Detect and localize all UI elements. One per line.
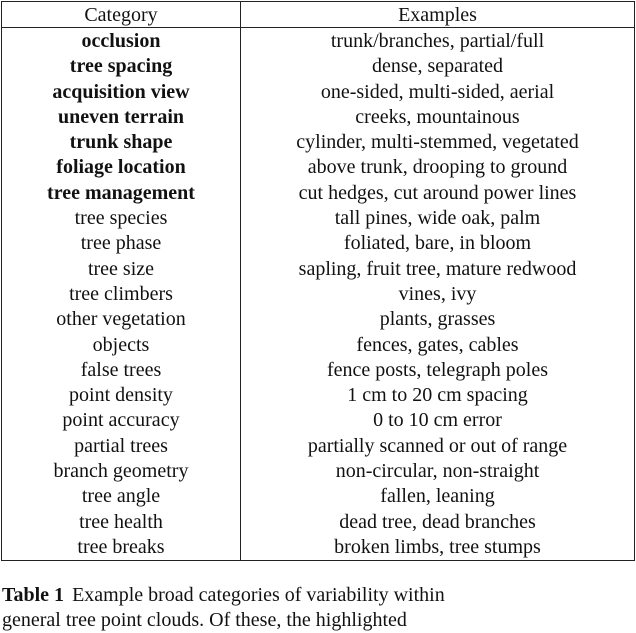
table-row: [2, 54, 635, 79]
caption-line-1: Example broad categories of variability within: [72, 584, 445, 606]
category-cell: tree size: [2, 256, 241, 281]
table-row: [2, 205, 635, 230]
category-cell: tree phase: [2, 231, 241, 256]
category-cell: uneven terrain: [2, 104, 241, 129]
category-cell: occlusion: [2, 28, 241, 54]
table-row: [2, 433, 635, 458]
table-row: [2, 534, 635, 560]
table-row: [2, 382, 635, 407]
category-cell: tree angle: [2, 484, 241, 509]
caption-label: Table 1: [2, 584, 65, 606]
table-caption: [2, 583, 634, 633]
examples-cell: dense, separated: [371, 55, 504, 78]
examples-cell: foliated, bare, in bloom: [343, 232, 532, 255]
category-cell: objects: [2, 332, 241, 357]
examples-cell: 1 cm to 20 cm spacing: [347, 384, 528, 407]
caption-line-2: general tree point clouds. Of these, the highlighted: [2, 609, 407, 631]
table-row: [2, 484, 635, 509]
table-row: [2, 155, 635, 180]
table-row: [2, 104, 635, 129]
category-cell: tree climbers: [2, 281, 241, 306]
table-row: [2, 79, 635, 104]
category-cell: foliage location: [2, 155, 241, 180]
examples-cell: dead tree, dead branches: [339, 510, 536, 533]
table-row: [2, 307, 635, 332]
examples-cell: vines, ivy: [398, 282, 477, 305]
category-cell: tree species: [2, 205, 241, 230]
category-cell: tree breaks: [2, 534, 241, 560]
table-row: [2, 281, 635, 306]
category-cell: other vegetation: [2, 307, 241, 332]
category-cell: branch geometry: [2, 458, 241, 483]
category-cell: tree spacing: [2, 54, 241, 79]
examples-cell: trunk/branches, partial/full: [330, 29, 545, 52]
table-row: [2, 180, 635, 205]
examples-cell: creeks, mountainous: [355, 105, 520, 128]
header-category: Category: [2, 2, 241, 28]
examples-cell: fence posts, telegraph poles: [326, 358, 549, 381]
table-row: [2, 256, 635, 281]
category-cell: acquisition view: [2, 79, 241, 104]
variability-table: [1, 1, 635, 561]
examples-cell: plants, grasses: [379, 308, 496, 331]
examples-cell: fallen, leaning: [380, 485, 495, 508]
category-cell: point density: [2, 382, 241, 407]
table-row: [2, 129, 635, 154]
category-cell: trunk shape: [2, 129, 241, 154]
category-cell: partial trees: [2, 433, 241, 458]
examples-cell: sapling, fruit tree, mature redwood: [298, 257, 577, 280]
examples-cell: non-circular, non-straight: [335, 459, 540, 482]
header-examples: Examples: [398, 3, 477, 26]
examples-cell: broken limbs, tree stumps: [334, 535, 541, 558]
examples-cell: tall pines, wide oak, palm: [334, 207, 541, 230]
examples-cell: 0 to 10 cm error: [373, 409, 502, 432]
category-cell: tree management: [2, 180, 241, 205]
examples-cell: partially scanned or out of range: [307, 434, 568, 457]
examples-cell: one-sided, multi-sided, aerial: [320, 80, 555, 103]
examples-cell: cut hedges, cut around power lines: [298, 181, 577, 204]
header-row: [2, 2, 635, 28]
category-cell: tree health: [2, 509, 241, 534]
examples-cell: fences, gates, cables: [356, 333, 519, 356]
table-row: [2, 231, 635, 256]
category-cell: point accuracy: [2, 408, 241, 433]
examples-cell: above trunk, drooping to ground: [307, 156, 568, 179]
table-row: [2, 357, 635, 382]
table-row: [2, 332, 635, 357]
table-row: [2, 509, 635, 534]
category-cell: false trees: [2, 357, 241, 382]
table-row: [2, 458, 635, 483]
examples-cell: cylinder, multi-stemmed, vegetated: [296, 131, 579, 154]
table-row: [2, 28, 635, 54]
table-row: [2, 408, 635, 433]
